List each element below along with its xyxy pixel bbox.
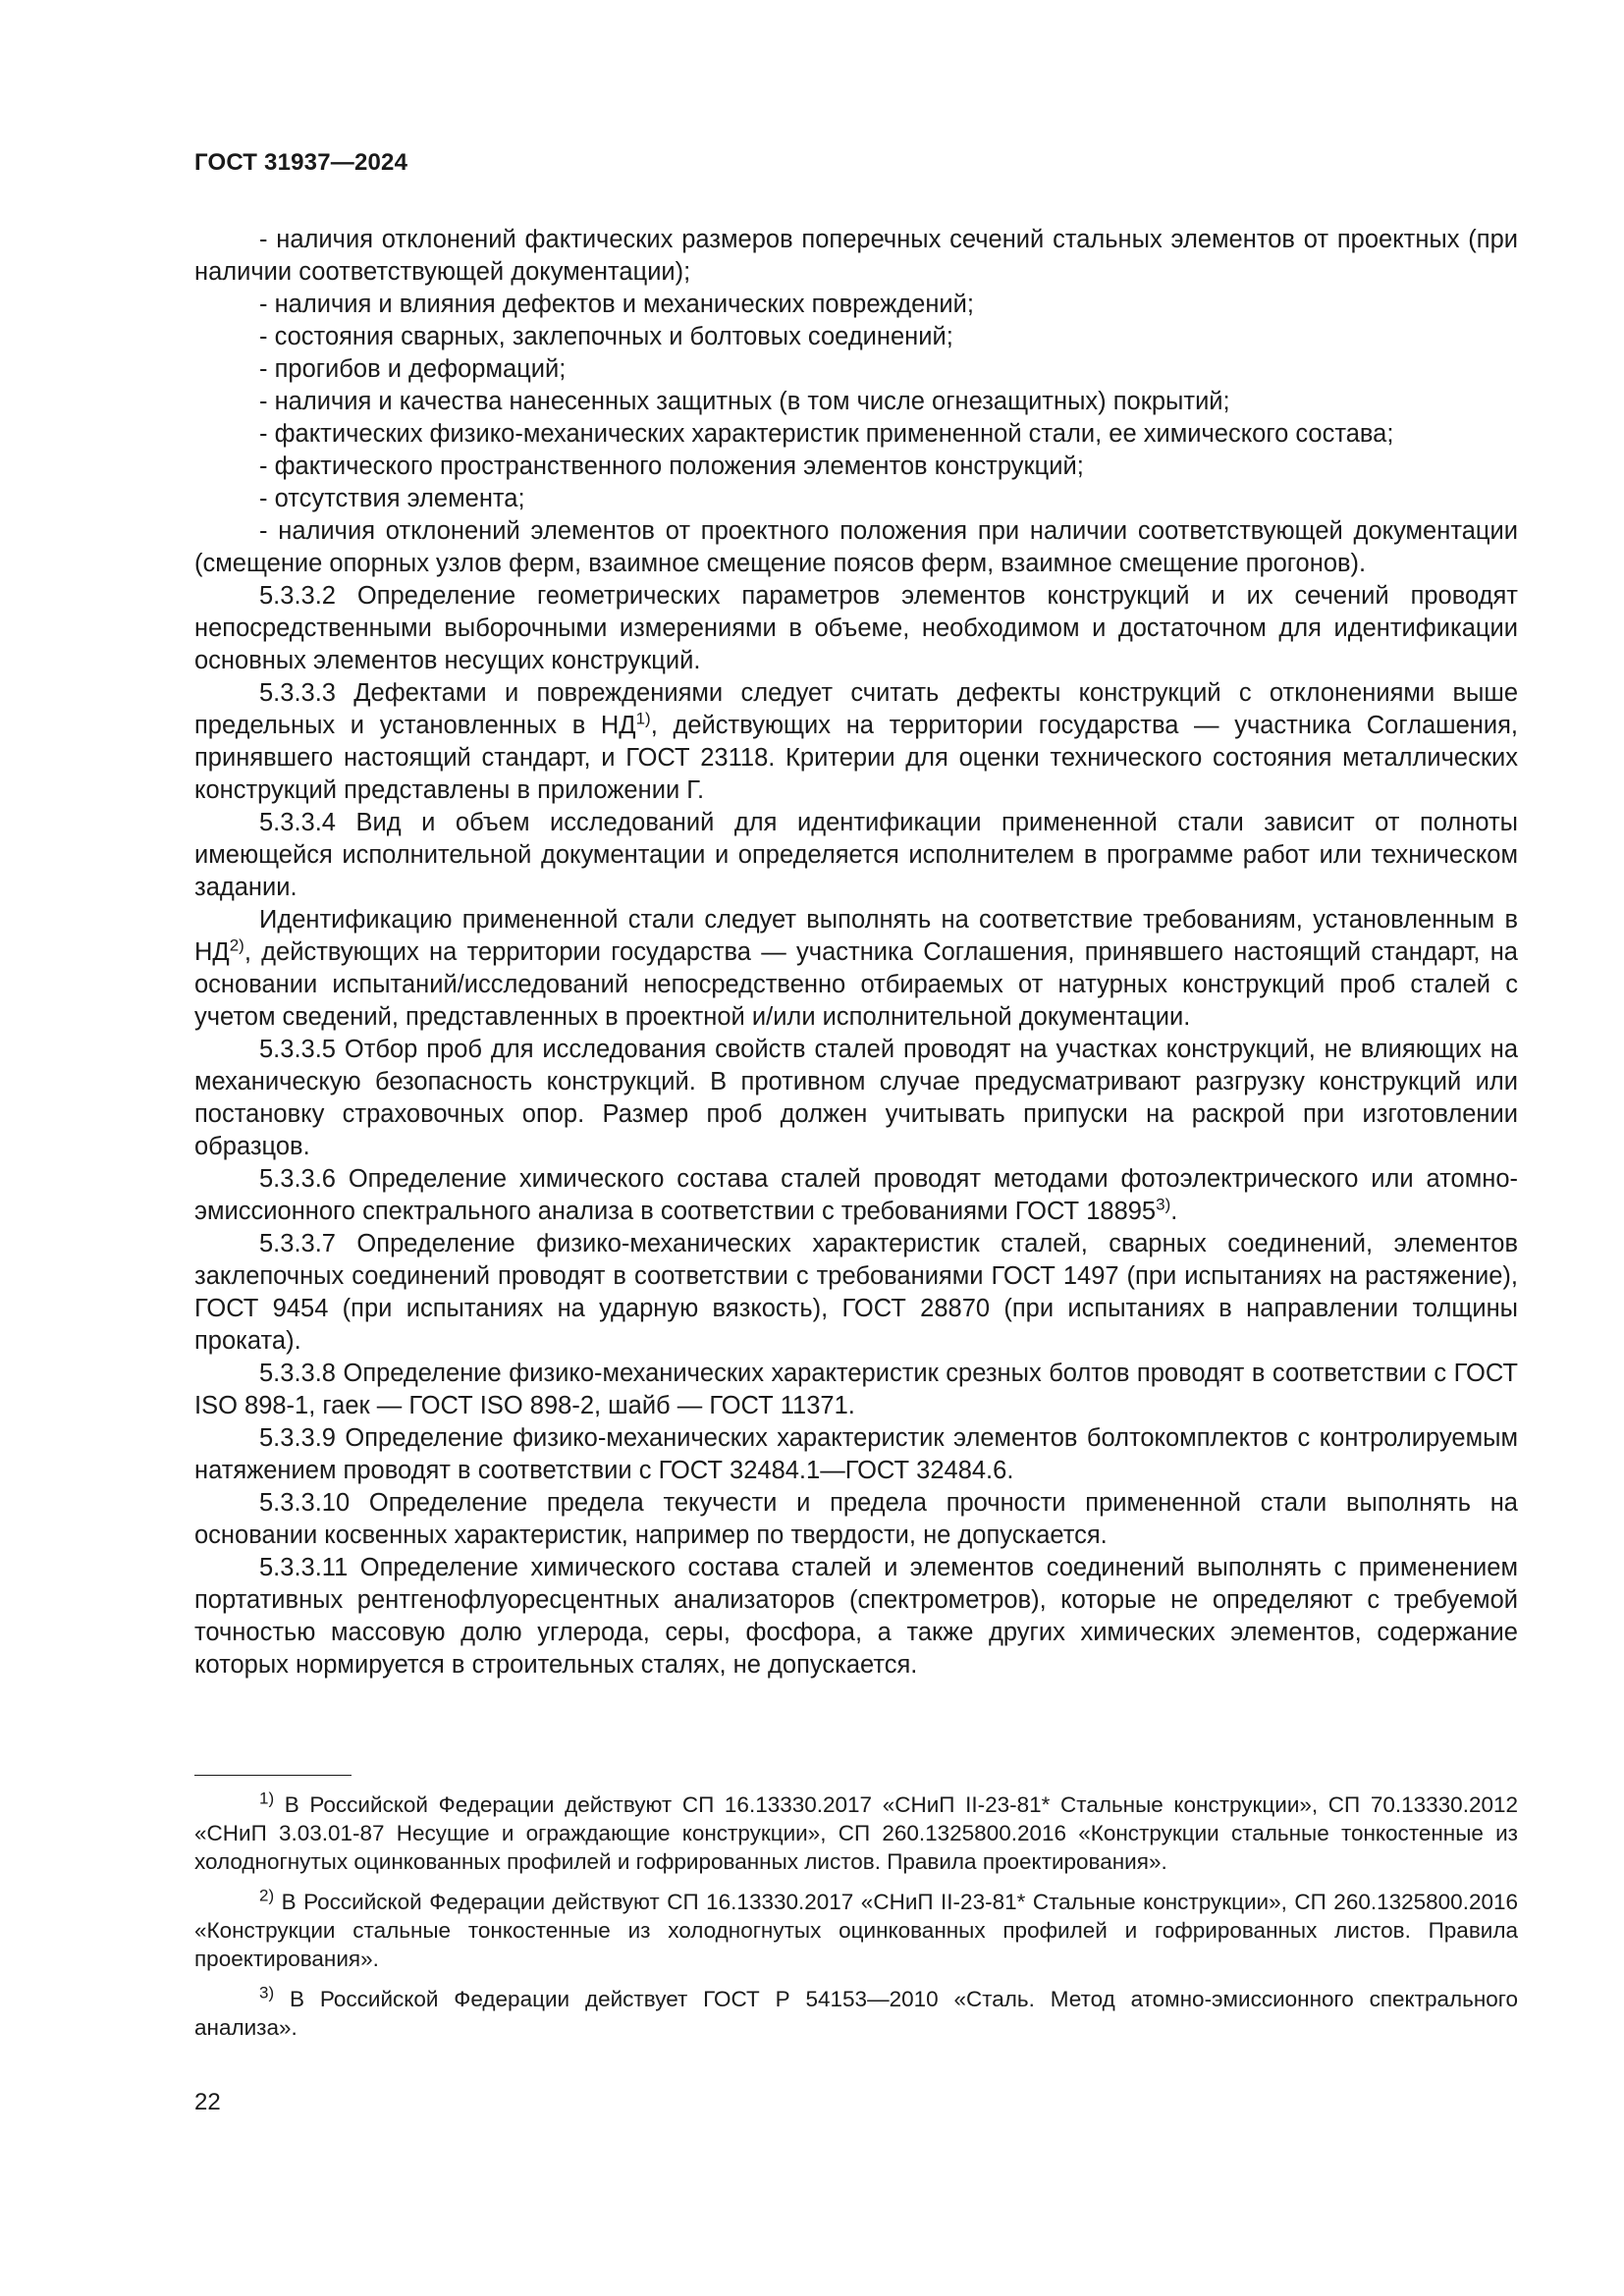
paragraph-text: 5.3.3.3 Дефектами и повреждениями следует считать дефекты конструкций с отклонениями выше предельных и установленных в НД (194, 679, 1518, 739)
footnote-divider (194, 1775, 352, 1776)
page-number: 22 (194, 2089, 221, 2115)
paragraph-5-3-3-7: 5.3.3.7 Определение физико-механических характеристик сталей, сварных соединений, элементов заклепочных соединений проводят в соответствии с требованиями ГОСТ 1497 (при испытаниях на растяжение), ГОСТ 9454 (при испытаниях на ударную вязкость), ГОСТ 28870 (при испытаниях в направлении толщины проката). (194, 1230, 1518, 1355)
list-item: - фактических физико-механических характеристик примененной стали, ее химического состава; (259, 420, 1394, 448)
list-item: - состояния сварных, заклепочных и болтовых соединений; (259, 323, 953, 350)
paragraph-identification (194, 904, 1518, 1034)
list-item: - отсутствия элемента; (259, 485, 525, 512)
list-item: - фактического пространственного положения элементов конструкций; (259, 453, 1084, 480)
footnote-mark: 3) (259, 1983, 275, 2002)
paragraph-text: . (1170, 1198, 1178, 1225)
footnote-mark: 2) (259, 1886, 275, 1905)
paragraph-text: 5.3.3.6 Определение химического состава сталей проводят методами фотоэлектрического или атомно-эмиссионного спектрального анализа в соответствии с требованиями ГОСТ 18895 (194, 1165, 1518, 1225)
paragraph-5-3-3-3 (194, 677, 1518, 807)
paragraph-text: , действующих на территории государства — участника Соглашения, принявшего настоящий стандарт, и ГОСТ 23118. Критерии для оценки технического состояния металлических конструкций представлены в приложении Г. (194, 712, 1518, 804)
footnote-text: В Российской Федерации действует ГОСТ Р 54153—2010 «Сталь. Метод атомно-эмиссионного спектрального анализа». (194, 1987, 1518, 2040)
footnote-3 (194, 1985, 1518, 2042)
footnote-mark: 1) (259, 1789, 275, 1808)
paragraph-5-3-3-9: 5.3.3.9 Определение физико-механических характеристик элементов болтокомплектов с контролируемым натяжением проводят в соответствии с ГОСТ 32484.1—ГОСТ 32484.6. (194, 1424, 1518, 1484)
footnotes (194, 1790, 1518, 2054)
paragraph-text: Идентификацию примененной стали следует выполнять на соответствие требованиям, установленным в НД (194, 906, 1518, 966)
paragraph-text: , действующих на территории государства — участника Соглашения, принявшего настоящий стандарт, на основании испытаний/исследований непосредственно отбираемых от натурных конструкций проб сталей с учетом сведений, представленных в проектной и/или исполнительной документации. (194, 938, 1518, 1031)
footnote-1 (194, 1790, 1518, 1876)
paragraph-5-3-3-11: 5.3.3.11 Определение химического состава сталей и элементов соединений выполнять с применением портативных рентгенофлуоресцентных анализаторов (спектрометров), которые не определяют с требуемой точностью массовую долю углерода, серы, фосфора, а также других химических элементов, содержание которых нормируется в строительных сталях, не допускается. (194, 1554, 1518, 1679)
list-item: - наличия отклонений фактических размеров поперечных сечений стальных элементов от проектных (при наличии соответствующей документации); (194, 226, 1518, 286)
paragraph-5-3-3-8: 5.3.3.8 Определение физико-механических характеристик срезных болтов проводят в соответствии с ГОСТ ISO 898-1, гаек — ГОСТ ISO 898-2, шайб — ГОСТ 11371. (194, 1360, 1518, 1419)
list-item: - наличия и влияния дефектов и механических повреждений; (259, 291, 974, 318)
list-item: - наличия и качества нанесенных защитных (в том числе огнезащитных) покрытий; (259, 388, 1230, 415)
document-header: ГОСТ 31937—2024 (194, 149, 408, 176)
footnote-text: В Российской Федерации действуют СП 16.13330.2017 «СНиП II-23-81* Стальные конструкции», СП 260.1325800.2016 «Конструкции стальные тонкостенные из холодногнутых оцинкованных профилей и гофрированных листов. Правила проектирования». (194, 1890, 1518, 1971)
list-item: - наличия отклонений элементов от проектного положения при наличии соответствующей документации (смещение опорных узлов ферм, взаимное смещение поясов ферм, взаимное смещение прогонов). (194, 517, 1518, 577)
list-item: - прогибов и деформаций; (259, 355, 567, 383)
footnote-text: В Российской Федерации действуют СП 16.13330.2017 «СНиП II-23-81* Стальные конструкции», СП 70.13330.2012 «СНиП 3.03.01-87 Несущие и ограждающие конструкции», СП 260.1325800.2016 «Конструкции стальные тонкостенные из холодногнутых оцинкованных профилей и гофрированных листов. Правила проектирования». (194, 1792, 1518, 1874)
document-body (194, 224, 1518, 1682)
paragraph-5-3-3-4: 5.3.3.4 Вид и объем исследований для идентификации примененной стали зависит от полноты имеющейся исполнительной документации и определяется исполнителем в программе работ или техническом задании. (194, 809, 1518, 901)
paragraph-5-3-3-2: 5.3.3.2 Определение геометрических параметров элементов конструкций и их сечений проводят непосредственными выборочными измерениями в объеме, необходимом и достаточном для идентификации основных элементов несущих конструкций. (194, 582, 1518, 674)
footnote-ref-2[interactable]: 2) (229, 935, 244, 955)
footnote-ref-1[interactable]: 1) (635, 709, 651, 728)
paragraph-5-3-3-6 (194, 1163, 1518, 1228)
footnote-2 (194, 1888, 1518, 1973)
paragraph-5-3-3-10: 5.3.3.10 Определение предела текучести и предела прочности примененной стали выполнять на основании косвенных характеристик, например по твердости, не допускается. (194, 1489, 1518, 1549)
footnote-ref-3[interactable]: 3) (1156, 1195, 1171, 1214)
paragraph-5-3-3-5: 5.3.3.5 Отбор проб для исследования свойств сталей проводят на участках конструкций, не влияющих на механическую безопасность конструкций. В противном случае предусматривают разгрузку конструкций или постановку страховочных опор. Размер проб должен учитывать припуски на раскрой при изготовлении образцов. (194, 1036, 1518, 1160)
